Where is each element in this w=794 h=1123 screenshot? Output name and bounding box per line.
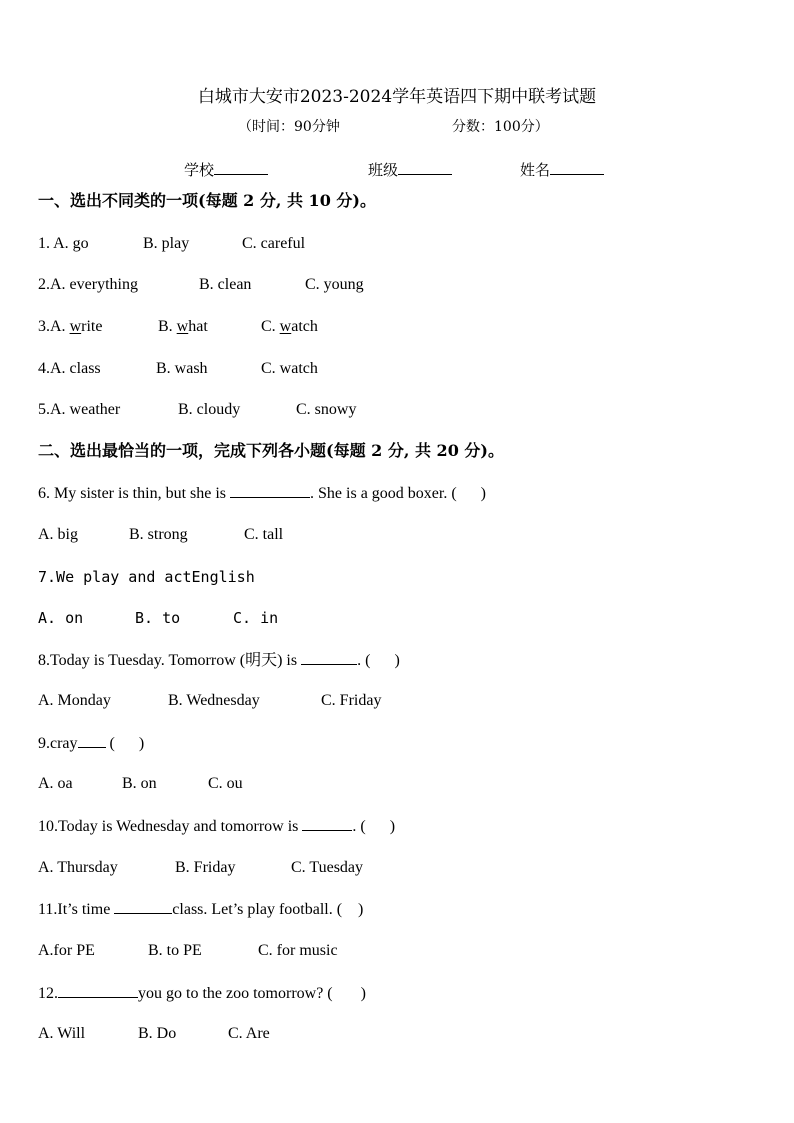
name-label: 姓名: [520, 161, 551, 179]
total-score: 分数：100分）: [452, 119, 549, 135]
option-prefix: 3.A.: [38, 318, 70, 335]
question-option-a: 1. A. go: [38, 235, 89, 252]
stem-text: 8.Today is Tuesday. Tomorrow (明天) is: [38, 652, 302, 669]
question-option-b: B. to PE: [148, 942, 202, 959]
question-option-a: A. big: [38, 526, 78, 543]
underlined-letter: w: [176, 318, 189, 335]
question-option-b: B. Wednesday: [168, 692, 260, 709]
question-option-c: C. watch: [261, 360, 318, 377]
stem-text: ( ): [105, 735, 145, 752]
question-option-a: A. Will: [38, 1025, 86, 1042]
option-prefix: B.: [158, 318, 177, 335]
time-limit: （时间：90分钟: [238, 119, 340, 135]
school-field: [184, 160, 268, 180]
stem-text: . She is a good boxer. ( ): [310, 485, 486, 502]
question-option-a: 2.A. everything: [38, 276, 138, 293]
question-option-b: B. Friday: [175, 859, 236, 876]
exam-title: 白城市大安市2023-2024学年英语四下期中联考试题: [197, 87, 597, 107]
question-option-b: B. wash: [156, 360, 208, 377]
question-option-b: B. on: [122, 775, 157, 792]
question-option-c: C. tall: [244, 526, 284, 543]
option-rest: hat: [188, 318, 208, 335]
question-8-stem: [38, 650, 400, 671]
option-rest: atch: [291, 318, 318, 335]
question-option-a: A.for PE: [38, 942, 95, 959]
question-10-stem: [38, 816, 395, 837]
question-option-c: C. snowy: [296, 401, 357, 418]
question-option-b: B. clean: [199, 276, 252, 293]
question-option-b: B. cloudy: [178, 401, 241, 418]
stem-text: 11.It’s time: [38, 901, 115, 918]
question-option-a: A. on: [38, 609, 84, 627]
question-7-stem: 7.We play and actEnglish: [38, 568, 255, 586]
question-option-c: [261, 317, 318, 337]
question-option-a: 5.A. weather: [38, 401, 121, 418]
stem-text: 10.Today is Wednesday and tomorrow is: [38, 818, 303, 835]
class-label: 班级: [368, 161, 399, 179]
question-12-stem: [38, 983, 366, 1004]
answer-blank: [301, 650, 357, 665]
stem-text: you go to the zoo tomorrow? ( ): [138, 985, 366, 1002]
option-prefix: C.: [261, 318, 280, 335]
option-rest: rite: [81, 318, 103, 335]
question-6-stem: [38, 483, 486, 504]
answer-blank: [58, 983, 138, 998]
answer-blank: [230, 483, 310, 498]
question-option-a: A. Thursday: [38, 859, 118, 876]
question-option-b: B. Do: [138, 1025, 177, 1042]
question-9-stem: [38, 733, 144, 754]
question-option-c: C. Friday: [321, 692, 382, 709]
class-blank: [398, 160, 452, 175]
stem-text: 6. My sister is thin, but she is: [38, 485, 231, 502]
answer-blank: [114, 899, 172, 914]
answer-blank: [78, 733, 106, 748]
section2-heading: 二、选出最恰当的一项，完成下列各小题(每题 2 分, 共 20 分)。: [38, 441, 504, 460]
underlined-letter: w: [279, 318, 292, 335]
underlined-letter: w: [69, 318, 82, 335]
question-option-c: C. Tuesday: [291, 859, 364, 876]
question-option-b: B. to: [135, 609, 181, 627]
question-option-b: B. strong: [129, 526, 188, 543]
stem-text: . ( ): [357, 652, 400, 669]
stem-text: 12.: [38, 985, 58, 1002]
question-option-c: C. Are: [228, 1025, 270, 1042]
name-blank: [550, 160, 604, 175]
school-label: 学校: [184, 161, 215, 179]
class-field: [368, 160, 452, 180]
question-option-b: B. play: [143, 235, 190, 252]
question-11-stem: [38, 899, 363, 920]
stem-text: 9.cray: [38, 735, 78, 752]
question-option-c: C. in: [233, 609, 279, 627]
question-option-a: A. oa: [38, 775, 73, 792]
question-option-a: A. Monday: [38, 692, 111, 709]
stem-text: . ( ): [352, 818, 396, 835]
school-blank: [214, 160, 268, 175]
question-option-c: C. young: [305, 276, 364, 293]
stem-text: class. Let’s play football. ( ): [172, 901, 364, 918]
question-option-a: 4.A. class: [38, 360, 101, 377]
section1-heading: 一、选出不同类的一项(每题 2 分, 共 10 分)。: [38, 191, 376, 210]
question-option-c: C. for music: [258, 942, 338, 959]
name-field: [520, 160, 604, 180]
question-option-c: C. careful: [242, 235, 306, 252]
answer-blank: [302, 816, 352, 831]
question-option-c: C. ou: [208, 775, 243, 792]
question-option-a: [38, 317, 102, 337]
question-option-b: [158, 317, 208, 337]
